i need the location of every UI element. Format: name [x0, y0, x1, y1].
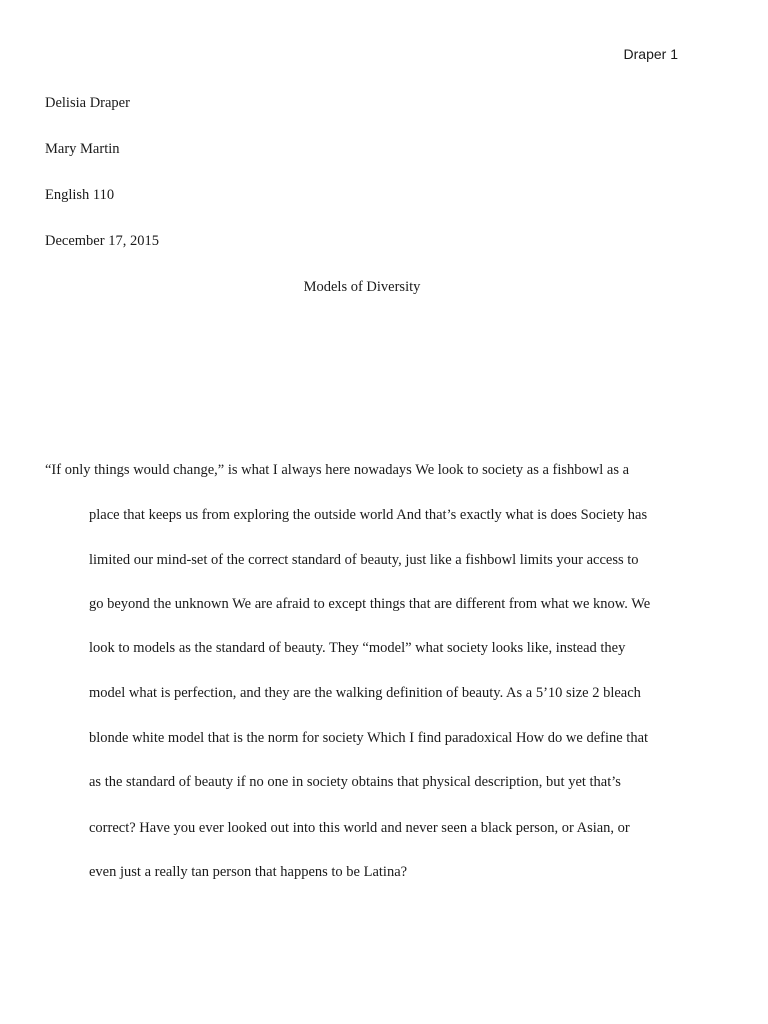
running-head: Draper 1: [623, 46, 678, 62]
course-name: English 110: [45, 187, 115, 203]
paragraph-line: correct? Have you ever looked out into this world and never seen a black person, or Asian, or: [89, 820, 630, 836]
paragraph-line: as the standard of beauty if no one in society obtains that physical description, but yet that’s: [89, 774, 621, 790]
paragraph-line: model what is perfection, and they are the walking definition of beauty. As a 5’10 size 2 bleach: [89, 685, 641, 701]
instructor-name: Mary Martin: [45, 141, 120, 157]
paragraph-line: even just a really tan person that happens to be Latina?: [89, 864, 408, 880]
paragraph-line: look to models as the standard of beauty. They “model” what society looks like, instead they: [89, 640, 626, 656]
paragraph-line: limited our mind-set of the correct standard of beauty, just like a fishbowl limits your access to: [89, 552, 639, 568]
paragraph-line: place that keeps us from exploring the outside world And that’s exactly what is does Society has: [89, 507, 648, 523]
paper-date: December 17, 2015: [45, 233, 159, 249]
paragraph-line: “If only things would change,” is what I always here nowadays We look to society as a fishbowl as a: [45, 462, 630, 478]
paragraph-line: blonde white model that is the norm for society Which I find paradoxical How do we define that: [89, 730, 649, 746]
student-name: Delisia Draper: [45, 95, 130, 111]
paragraph-line: go beyond the unknown We are afraid to except things that are different from what we know. We: [89, 596, 651, 612]
paper-title: Models of Diversity: [303, 279, 421, 295]
